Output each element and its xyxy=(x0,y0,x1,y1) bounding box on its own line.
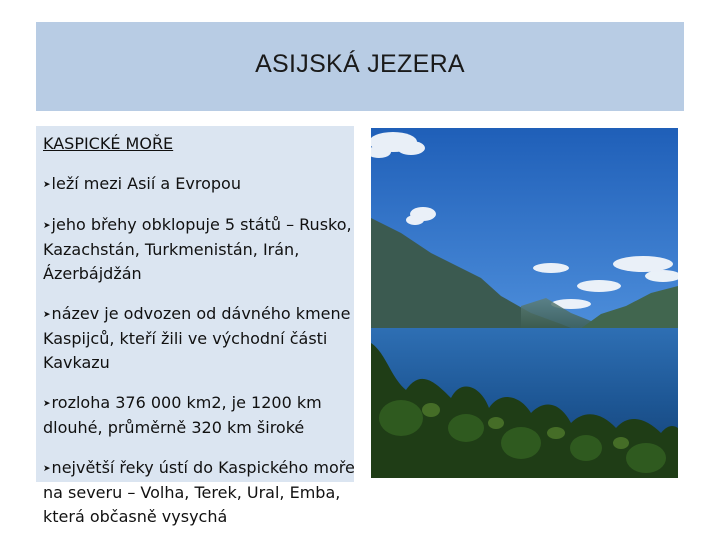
bullet-item xyxy=(43,302,355,375)
section-heading: KASPICKÉ MOŘE xyxy=(43,134,174,153)
bullet-item xyxy=(43,456,355,529)
bullet-item xyxy=(43,172,355,197)
bullet-item xyxy=(43,213,355,286)
bullet-text: název je odvozen od dávného kmene Kaspijců, kteří žili ve východní části Kavkazu xyxy=(43,304,351,372)
arrow-bullet-icon: ➤ xyxy=(43,399,51,409)
arrow-bullet-icon: ➤ xyxy=(43,180,51,190)
title-box xyxy=(36,22,684,111)
arrow-bullet-icon: ➤ xyxy=(43,464,51,474)
content-text xyxy=(43,132,355,540)
bullet-text: největší řeky ústí do Kaspického moře na severu – Volha, Terek, Ural, Emba, která občasně vysychá xyxy=(43,458,355,526)
bullet-text: leží mezi Asií a Evropou xyxy=(51,174,241,193)
bullet-text: jeho břehy obklopuje 5 států – Rusko, Kazachstán, Turkmenistán, Irán, Ázerbájdžán xyxy=(43,215,352,283)
bullet-item xyxy=(43,391,355,440)
bullet-text: rozloha 376 000 km2, je 1200 km dlouhé, průměrně 320 km široké xyxy=(43,393,322,437)
lake-photo xyxy=(371,128,678,478)
arrow-bullet-icon: ➤ xyxy=(43,310,51,320)
slide-title: ASIJSKÁ JEZERA xyxy=(255,50,465,78)
arrow-bullet-icon: ➤ xyxy=(43,221,51,231)
